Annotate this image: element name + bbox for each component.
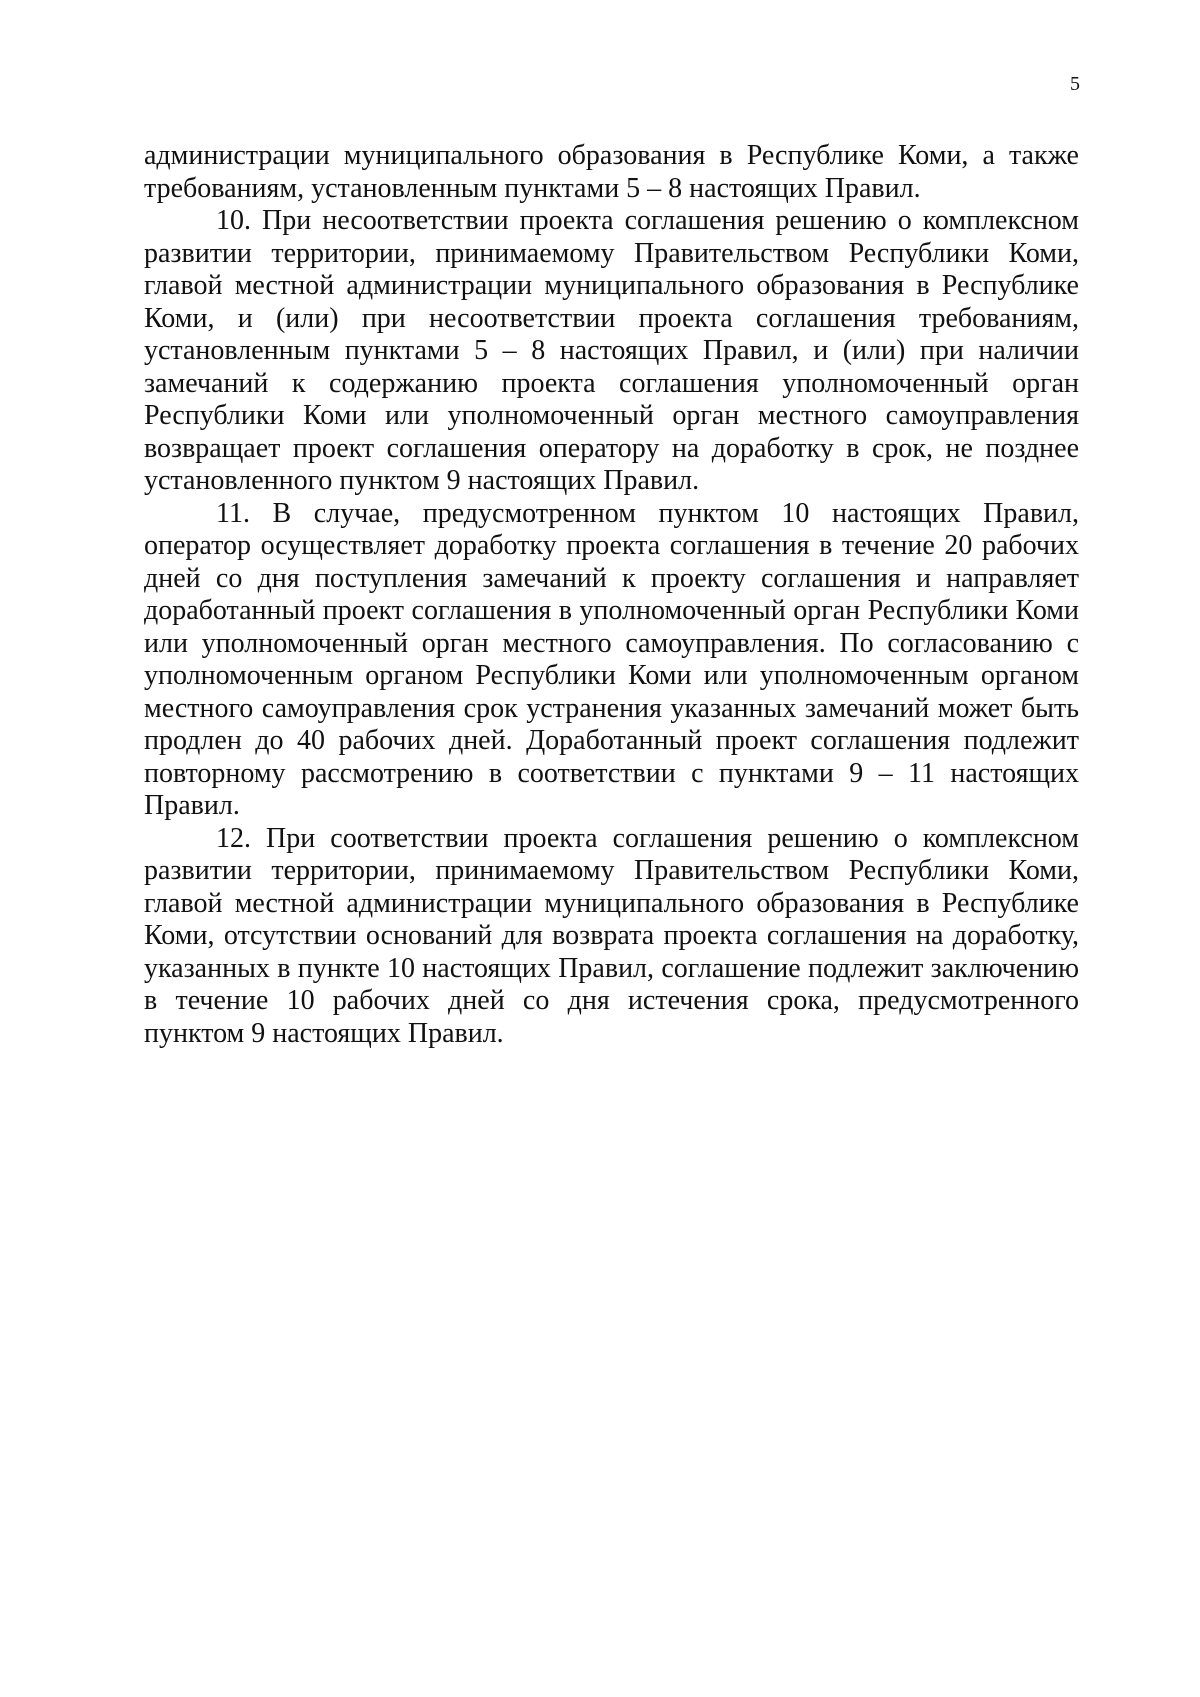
page-number: 5 [1070, 73, 1080, 95]
paragraph-item-11: 11. В случае, предусмотренном пунктом 10 настоящих Правил, оператор осуществляет доработку проекта соглашения в течение 20 рабочих дней со дня поступления замечаний к проекту соглашения и направляет доработанный проект соглашения в уполномоченный орган Республики Коми или уполномоченный орган местного самоуправления. По согласованию с уполномоченным органом Республики Коми или уполномоченным органом местного самоуправления срок устранения указанных замечаний может быть продлен до 40 рабочих дней. Доработанный проект соглашения подлежит повторному рассмотрению в соответствии с пунктами 9 – 11 настоящих Правил. [144, 497, 1079, 821]
paragraph-item-10: 10. При несоответствии проекта соглашения решению о комплексном развитии территории, принимаемому Правительством Республики Коми, главой местной администрации муниципального образования в Республике Коми, и (или) при несоответствии проекта соглашения требованиям, установленным пунктами 5 – 8 настоящих Правил, и (или) при наличии замечаний к содержанию проекта соглашения уполномоченный орган Республики Коми или уполномоченный орган местного самоуправления возвращает проект соглашения оператору на доработку в срок, не позднее установленного пунктом 9 настоящих Правил. [144, 205, 1079, 496]
paragraph-continuation: администрации муниципального образования в Республике Коми, а также требованиям, установленным пунктами 5 – 8 настоящих Правил. [144, 140, 1079, 204]
document-body [144, 140, 1079, 1050]
paragraph-item-12: 12. При соответствии проекта соглашения решению о комплексном развитии территории, принимаемому Правительством Республики Коми, главой местной администрации муниципального образования в Республике Коми, отсутствии оснований для возврата проекта соглашения на доработку, указанных в пункте 10 настоящих Правил, соглашение подлежит заключению в течение 10 рабочих дней со дня истечения срока, предусмотренного пунктом 9 настоящих Правил. [144, 822, 1079, 1049]
